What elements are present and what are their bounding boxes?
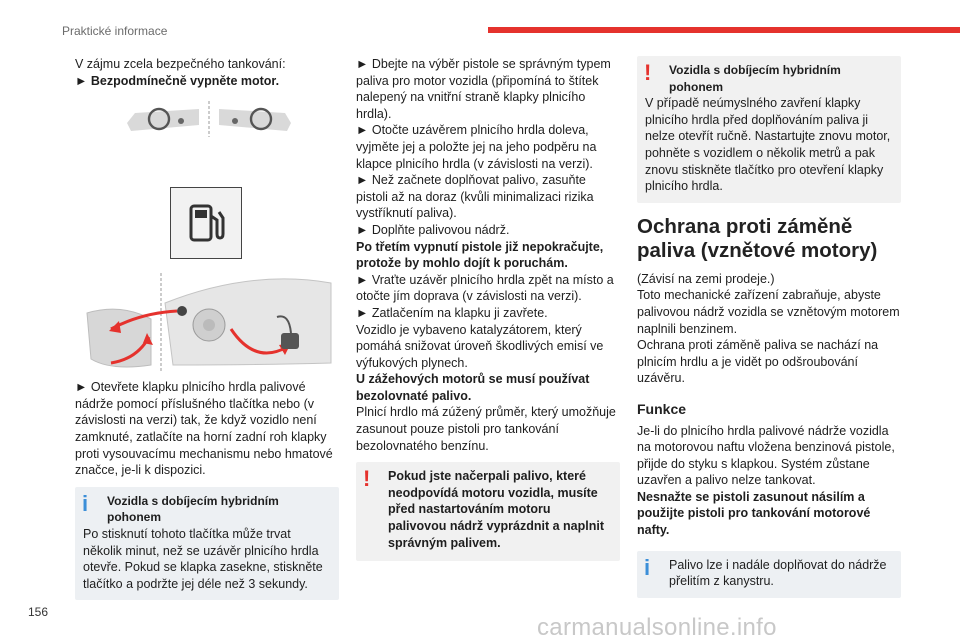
intro-text: V zájmu zcela bezpečného tankování:	[75, 57, 286, 71]
info-box-text: Palivo lze i nadále doplňovat do nádrže přelitím z kanystru.	[669, 557, 887, 589]
device-description: Toto mechanické zařízení zabraňuje, abyste palivovou nádrž vozidla se vznětovým motorem naplnili benzinem.	[637, 288, 900, 336]
function-text: Je-li do plnicího hrdla palivové nádrže vozidla na motorovou naftu vložena benzinová pistole, přijde do styku s klapkou. Systém zůstane uzavřen a palivo nelze tankovat.	[637, 423, 895, 488]
info-icon: i	[644, 554, 651, 580]
country-note: (Závisí na zemi prodeje.)	[637, 271, 775, 286]
warning-icon: !	[363, 466, 371, 492]
info-box-text: Po stisknutí tohoto tlačítka může trvat několik minut, než se uzávěr plnicího hrdla otevře. Pokud se klapka zasekne, stiskněte tlačítko a podržte jej déle než 3 sekundy.	[83, 526, 323, 591]
column-3	[637, 56, 901, 598]
third-cutoff-warning: Po třetím vypnutí pistole již nepokračujte, protože by mohlo dojít k poruchám.	[356, 239, 604, 271]
step-fill-tank: ► Doplňte palivovou nádrž.	[356, 222, 510, 237]
step-stop-engine: ► Bezpodmínečně vypněte motor.	[75, 73, 280, 88]
misfuel-heading: Ochrana proti záměně paliva (vznětové motory)	[637, 214, 878, 262]
page-number: 156	[28, 605, 49, 619]
open-flap-text: ► Otevřete klapku plnicího hrdla palivové nádrže pomocí příslušného tlačítka nebo (v závislosti na verzi) tak, že když vozidlo není zamknuté, zatlačíte na horní zadní roh klapky proti vysouvacímu mechanismu nebo hmatové značce, je-li k dispozici.	[75, 380, 333, 478]
step-remove-cap: ► Otočte uzávěrem plnicího hrdla doleva, vyjměte jej a položte jej na jeho podpěru na klapce plnicího hrdla (v závislosti na verzi).	[356, 123, 597, 171]
warning-box-title: Vozidla s dobíjecím hybridním pohonem	[669, 63, 841, 94]
illustration-area	[75, 89, 339, 379]
unleaded-requirement: U zážehových motorů se musí používat bezolovnaté palivo.	[356, 372, 590, 403]
warning-box-wrong-fuel	[356, 462, 620, 561]
info-icon: i	[82, 490, 89, 516]
warning-box-text: V případě neúmyslného zavření klapky plnicího hrdla před doplňováním paliva ji nelze otevřít ručně. Nastartujte znovu motor, pohněte s vozidlem o několik metrů a pak znovu stiskněte tlačítko pro otevření klapky plnicího hrdla.	[645, 96, 891, 194]
info-box-title: Vozidla s dobíjecím hybridním pohonem	[107, 493, 279, 525]
function-heading: Funkce	[637, 400, 687, 417]
watermark: carmanualsonline.info	[537, 614, 777, 641]
step-insert-nozzle: ► Než začnete doplňovat palivo, zasuňte pistoli až na doraz (kvůli minimalizaci rizika vystříknutí paliva).	[356, 173, 594, 221]
do-not-force-text: Nesnažte se pistoli zasunout násilím a použijte pistoli pro tankování motorové nafty.	[637, 489, 871, 538]
fuel-pump-icon	[170, 187, 242, 259]
catalyst-text: Vozidlo je vybaveno katalyzátorem, který pomáhá snižovat úroveň škodlivých emisí ve výfukových plynech.	[356, 322, 604, 370]
warning-icon: !	[644, 60, 652, 85]
warning-box-text: Pokud jste načerpali palivo, které neodpovídá motoru vozidla, musíte před nastartováním motoru palivovou nádrž vyprázdnit a naplnit správným palivem.	[388, 469, 605, 550]
info-box-hybrid	[75, 487, 339, 601]
device-location: Ochrana proti záměně paliva se nachází na plnicím hrdlu a je vidět po odšroubování uzávěru.	[637, 338, 879, 386]
warning-box-hybrid	[637, 56, 901, 203]
fuel-flap-diagram	[81, 273, 341, 373]
column-1	[75, 56, 339, 600]
steering-wheel-left-icon	[125, 99, 295, 139]
header-accent-bar	[488, 27, 960, 33]
info-box-canister	[637, 551, 901, 598]
step-close-flap: ► Zatlačením na klapku ji zavřete.	[356, 305, 548, 320]
section-title: Praktické informace	[62, 24, 168, 38]
column-2	[356, 56, 620, 561]
filler-neck-text: Plnicí hrdlo má zúžený průměr, který umožňuje zasunout pouze pistoli pro tankování bezolovnatého benzínu.	[356, 405, 616, 453]
step-refit-cap: ► Vraťte uzávěr plnicího hrdla zpět na místo a otočte jím doprava (v závislosti na verzi).	[356, 272, 614, 304]
step-select-nozzle: ► Dbejte na výběr pistole se správným typem paliva pro motor vozidla (připomíná to štítek nalepený na vnitřní straně klapky plnicího hrdla).	[356, 57, 611, 121]
